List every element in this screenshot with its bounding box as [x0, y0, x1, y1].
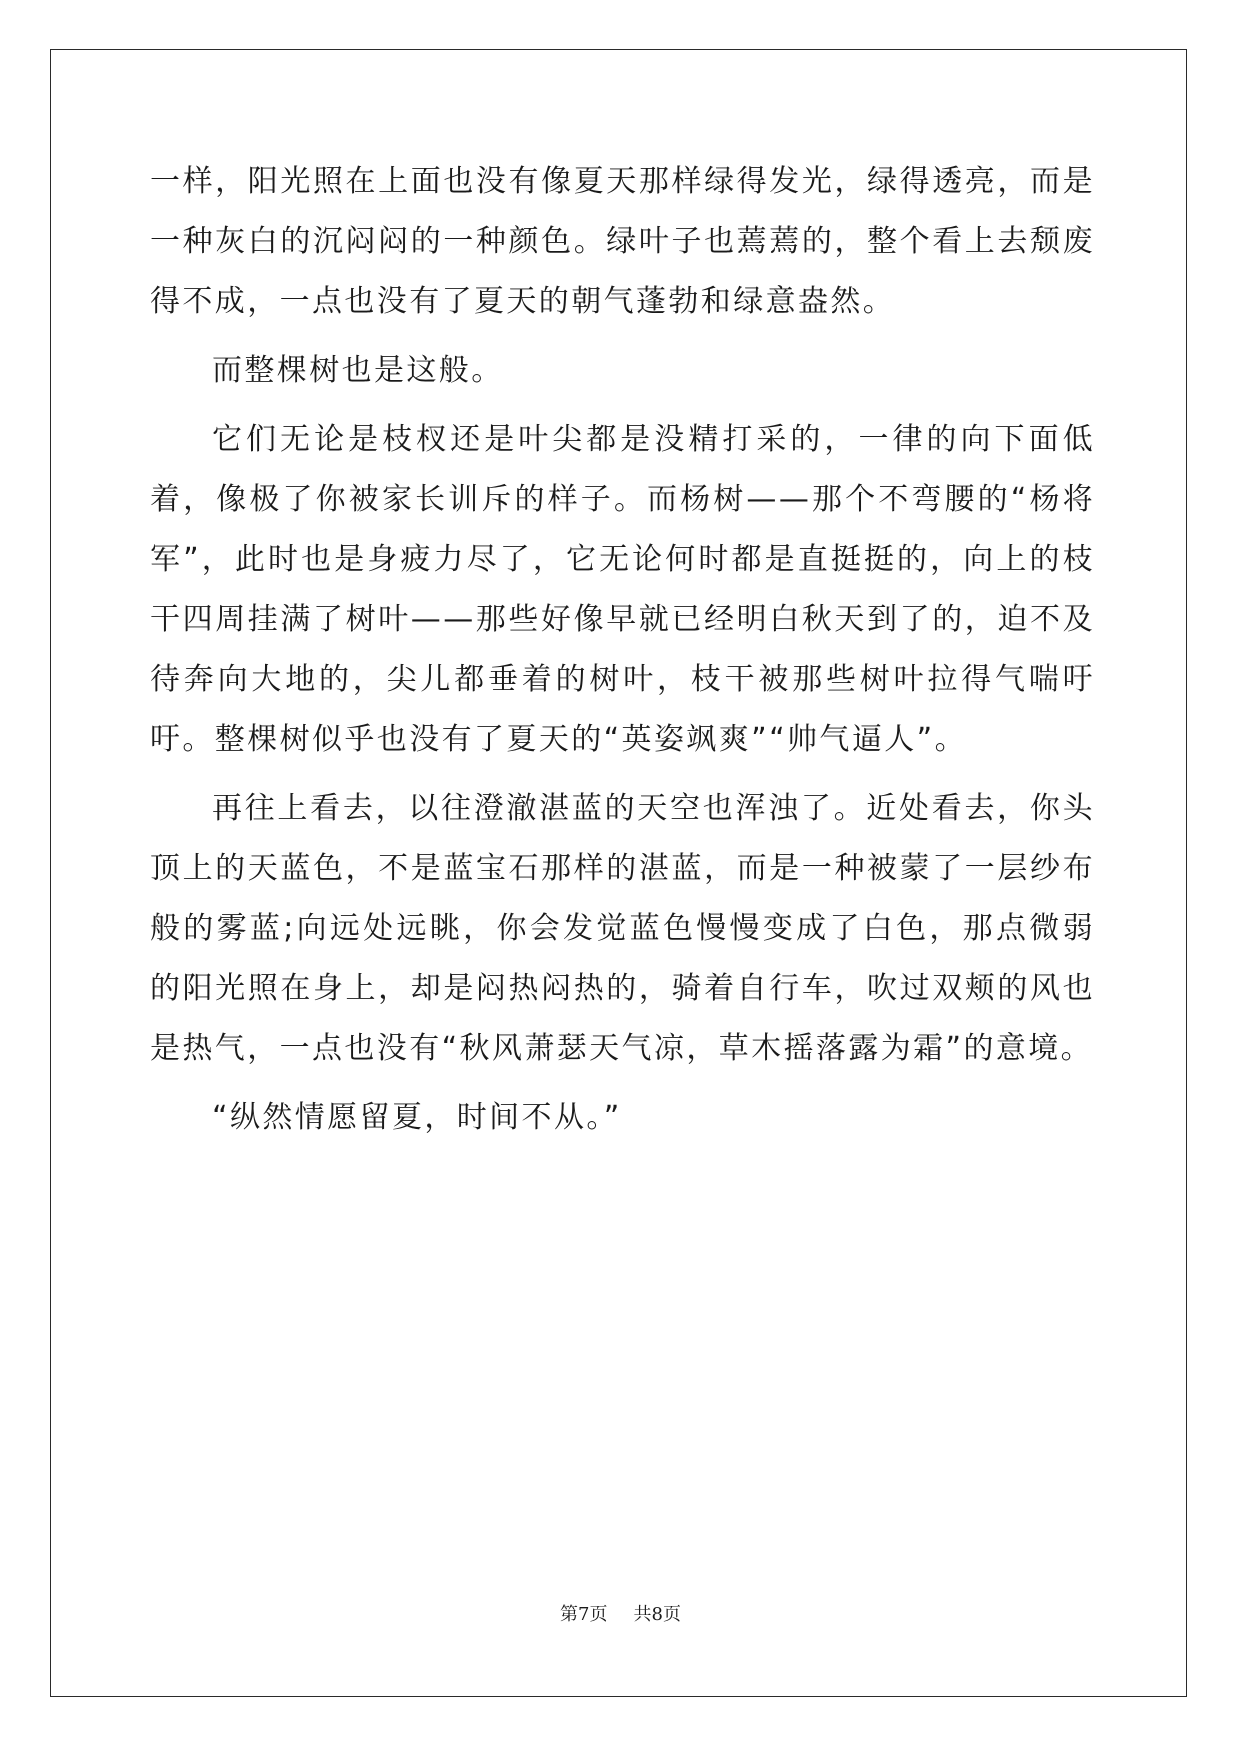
page-total: 共8页 — [633, 1604, 681, 1625]
page-number: 第7页 — [560, 1604, 608, 1625]
page-footer — [0, 1600, 1241, 1626]
paragraph-5: “纵然情愿留夏，时间不从。” — [212, 1100, 622, 1135]
paragraph-3: 它们无论是枝杈还是叶尖都是没精打采的，一律的向下面低着，像极了你被家长训斥的样子。而杨树——那个不弯腰的“杨将军”，此时也是身疲力尽了，它无论何时都是直挺挺的，向上的枝干四周挂满了树叶——那些好像早就已经明白秋天到了的，迫不及待奔向大地的，尖儿都垂着的树叶，枝干被那些树叶拉得气喘吁吁。整棵树似乎也没有了夏天的“英姿飒爽”“帅气逼人”。 — [150, 422, 1095, 757]
paragraph-4: 再往上看去，以往澄澈湛蓝的天空也浑浊了。近处看去，你头顶上的天蓝色，不是蓝宝石那样的湛蓝，而是一种被蒙了一层纱布般的雾蓝;向远处远眺，你会发觉蓝色慢慢变成了白色，那点微弱的阳光照在身上，却是闷热闷热的，骑着自行车，吹过双颊的风也是热气，一点也没有“秋风萧瑟天气凉，草木摇落露为霜”的意境。 — [150, 791, 1095, 1066]
paragraph-2: 而整棵树也是这般。 — [212, 353, 504, 388]
paragraph-1: 一样，阳光照在上面也没有像夏天那样绿得发光，绿得透亮，而是一种灰白的沉闷闷的一种颜色。绿叶子也蔫蔫的，整个看上去颓废得不成，一点也没有了夏天的朝气蓬勃和绿意盎然。 — [150, 164, 1095, 319]
document-body — [150, 152, 1095, 1148]
